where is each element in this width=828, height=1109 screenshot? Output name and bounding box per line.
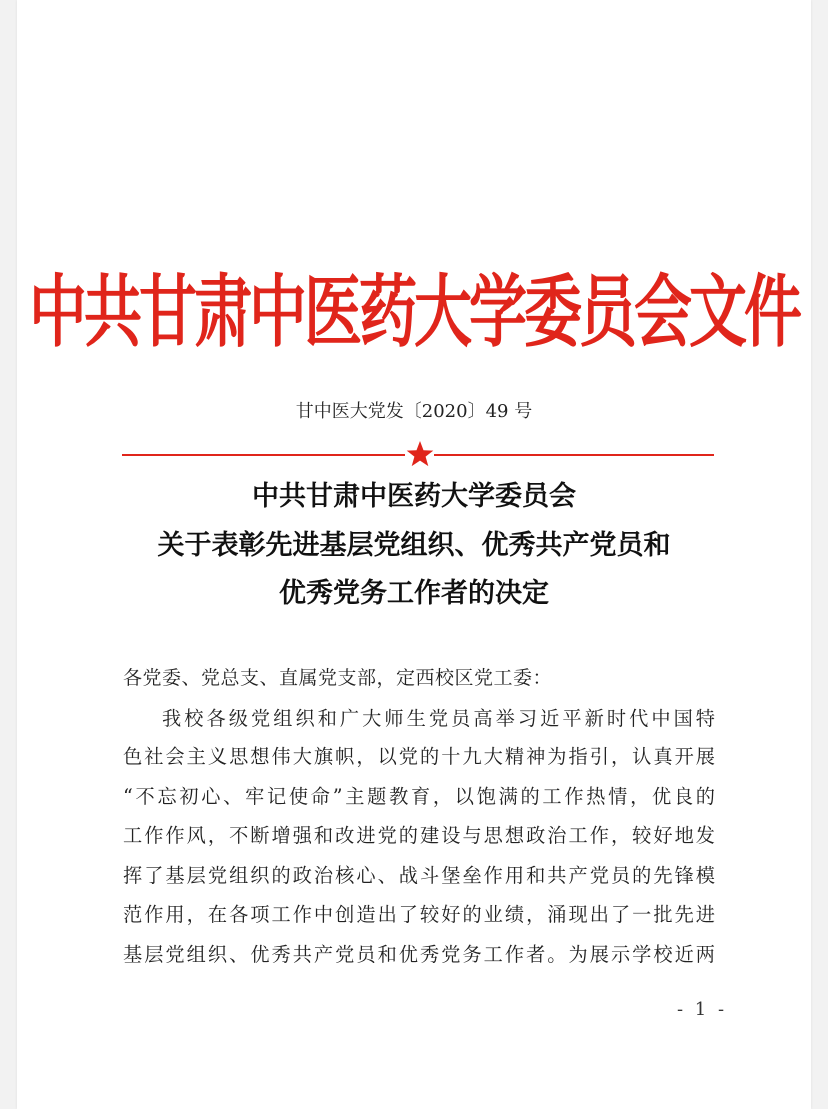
- body-paragraph-line: 工作作风，不断增强和改进党的建设与思想政治工作，较好地发: [123, 824, 715, 847]
- document-page: [17, 0, 811, 1109]
- red-divider-right: [434, 454, 714, 456]
- red-divider-left: [122, 454, 405, 456]
- body-paragraph-line: “不忘初心、牢记使命”主题教育，以饱满的工作热情，优良的: [123, 785, 715, 808]
- salutation: 各党委、党总支、直属党支部，定西校区党工委：: [123, 667, 553, 689]
- body-paragraph-line: 范作用，在各项工作中创造出了较好的业绩，涌现出了一批先进: [123, 903, 715, 926]
- red-header-title: 中共甘肃中医药大学委员会文件: [28, 266, 799, 358]
- body-paragraph-line: 我校各级党组织和广大师生党员高举习近平新时代中国特: [162, 707, 715, 730]
- body-paragraph-line: 色社会主义思想伟大旗帜，以党的十九大精神为指引，认真开展: [123, 745, 715, 768]
- page-number: - 1 -: [677, 999, 728, 1020]
- star-icon: [405, 439, 435, 469]
- document-number: 甘中医大党发〔2020〕49 号: [295, 401, 533, 422]
- body-paragraph-line: 挥了基层党组织的政治核心、战斗堡垒作用和共产党员的先锋模: [123, 864, 715, 887]
- body-paragraph-line: 基层党组织、优秀共产党员和优秀党务工作者。为展示学校近两: [123, 943, 715, 966]
- decision-title-line-1: 中共甘肃中医药大学委员会: [252, 481, 576, 512]
- decision-title-line-3: 优秀党务工作者的决定: [279, 578, 549, 609]
- decision-title-line-2: 关于表彰先进基层党组织、优秀共产党员和: [157, 530, 671, 561]
